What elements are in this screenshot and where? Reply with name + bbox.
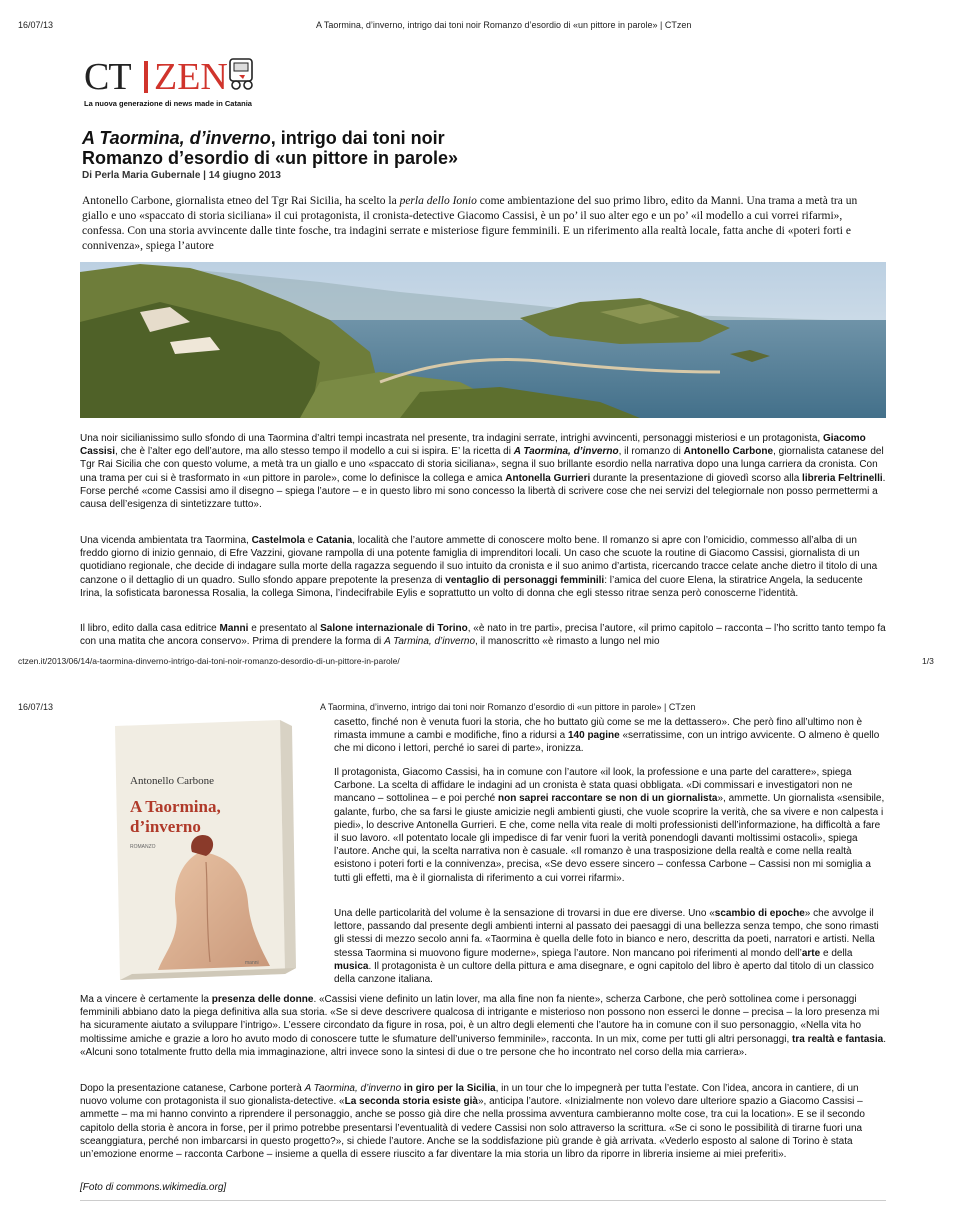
book-cover-image [80, 712, 318, 982]
logo-zen: ZEN [154, 56, 228, 98]
paragraph-2: Una vicenda ambientata tra Taormina, Castelmola e Catania, località che l’autore ammette di conoscere molto bene. Il romanzo si apre con l’omicidio, commesso all’alba di un freddo giorno di inizio gennaio, di Efre Vazzini, giovane rampolla di una potente famiglia di imprenditori locali. Un caso che scuote la routine di Giacomo Cassisi, giornalista di un quotidiano regionale, che decide di indagare sulla morte della ragazza seguendo il suo intuito da cronista e il suo animo d’artista, ricercando tracce celate anche dietro il titolo di una canzone o il dettaglio di un quadro. Sullo sfondo appare prepotente la presenza di ventaglio di personaggi femminili: l’amica del cuore Elena, la stiratrice Angela, la seducente Irina, la sofisticata baronessa Rosalia, la collega Simona, l’indecifrabile Eylis e soprattutto un volto di donna che egli stesso ritrae senza però conoscerne l’identità. [80, 535, 878, 599]
paragraph-5: Il protagonista, Giacomo Cassisi, ha in comune con l’autore «il look, la professione e una parte del carattere», spiega Carbone. La scelta di affidare le indagini ad un cronista è stata quasi obbligata. «Di commissari e investigatori non ne mancano – sottolinea – e poi perché non saprei raccontare se non di un giornalista», ammette. Un giornalista «sensibile, galante, furbo, che sa farsi le giuste amicizie negli ambienti giusti, che vuole scoprire la verità, che sa vivere e non calpesta i piedi», lo descrive Antonella Gurrieri. E che, come nella vita reale di molti professionisti dell’informazione, ha difficoltà a fare il suo lavoro. «Il potentato locale gli impedisce di far venir fuori la verità ponendogli davanti moltissimi ostacoli», spiega l’autore. Anche qui, la scelta narrativa non è casuale. «Il romanzo è una trasposizione della realtà e come nella realtà esistono i poteri forti e la connivenza», precisa, «Se devo essere sincero – confessa Carbone – Cassisi non mi somiglia a tutti gli effetti, ma è il giornalista di riferimento a cui vorrei rifarmi». [334, 767, 885, 884]
paragraph-8: Dopo la presentazione catanese, Carbone porterà A Taormina, d’inverno in giro per la Sicilia, in un tour che lo impegnerà per tutta l’estate. Con l’idea, ancora in cantiere, di un nuovo volume con protagonista il suo gionalista-detective. «La seconda storia esiste già», anticipa l’autore. «Inizialmente non volevo dare ulteriore spazio a Giacomo Cassisi – ammette – ma mi hanno convinto a riprendere il personaggio, anche se posso già dire che nella prossima avventura cambieranno molte cose, tra cui la location». E se il secondo capitolo della storia è ancora in forse, per il primo potrebbe presentarsi l’eventualità di vedere Cassisi non solo attraverso la scrittura. «Se ci sono le possibilità di tirarne fuori una sceanggiatura, perché non imbarcarsi in questo progetto?», si chiede l’autore. Anche se la soddisfazione più grande è già arrivata. «Vederlo esposto al salone di Torino è stata un’emozione enorme – racconta Carbone – insieme a quella di essere riuscito a far diventare la mia storia un libro da riporre in libreria insieme ai miei preferiti». [80, 1083, 865, 1161]
paragraph-7: Ma a vincere è certamente la presenza delle donne. «Cassisi viene definito un latin lover, ma alla fine non fa niente», scherza Carbone, che però sottolinea come i personaggi femminili abbiano dato la piega definitiva alla sua storia. «Se si deve descrivere qualcosa di intrigante e misterioso non possono non esserci le donne – precisa – la loro presenza mi ha sicuramente aiutato a sviluppare l’intrigo». L’essere circondato da figure in rosa, poi, è un altro degli elementi che l’autore ha in comune con il suo personaggio, «Nella vita ho moltissime amiche e grazie a loro ho avuto modo di conoscere tutte le sfumature dell’universo femminile», racconta. In un mix, come per tutti gli altri personaggi, tra realtà e fantasia. «Alcuni sono totalmente frutto della mia immaginazione, altri invece sono la sintesi di due o tre persone che ho incontrato nel corso della mia carriera». [80, 994, 886, 1058]
cover-title-1: A Taormina, [130, 797, 221, 816]
paragraph-4: casetto, finché non è venuta fuori la storia, che ho buttato giù come se me la dettassero». Che però fino all’ultimo non è rimasta immune a cambi e modifiche, fino a ridursi a 140 pagine «serratissime, con un intrigo avvicente. O almeno è quello che mi dicono i lettori, perché io sarei di parte», ironizza. [334, 717, 880, 755]
photo-credit: [Foto di commons.wikimedia.org] [80, 1182, 227, 1193]
ctzen-logo[interactable] [82, 55, 262, 110]
page-url[interactable]: ctzen.it/2013/06/14/a-taormina-dinverno-intrigo-dai-toni-noir-romanzo-desordio-di-un-pittore-in-parole/ [18, 656, 400, 666]
cover-genre: ROMANZO [130, 844, 156, 850]
taormina-bay-photo [80, 262, 886, 418]
page-number: 1/3 [922, 656, 934, 666]
article-intro: Antonello Carbone, giornalista etneo del Tgr Rai Sicilia, ha scelto la perla dello Ionio come ambientazione del suo primo libro, edito da Manni. Una trama a metà tra un giallo e uno «spaccato di storia siciliana» il cui protagonista, il cronista-detective Giacomo Cassisi, è un po’ il suo alter ego e un po’ «il modello a cui vorrei rifarmi», confessa. Con una storia avvincente dalle tinte fosche, tra indagini serrate e misteriose figure femminili. E un riferimento alla realtà locale, fatta anche di «poteri forti e connivenza», spiega l’autore [82, 195, 858, 252]
paragraph-3: Il libro, edito dalla casa editrice Manni e presentato al Salone internazionale di Torino, «è nato in tre parti», precisa l’autore, «il primo capitolo – racconta – l’ho scritto tanto tempo fa con una matita che ancora conservo». Prima di prendere la forma di A Tarmina, d’inverno, il manoscritto «è rimasto a lungo nel mio [80, 623, 886, 648]
logo-tagline: La nuova generazione di news made in Catania [84, 99, 252, 108]
print-date-2: 16/07/13 [18, 702, 54, 712]
byline: Di Perla Maria Gubernale | 14 giugno 2013 [82, 170, 281, 181]
divider [80, 1200, 886, 1201]
car-icon [227, 55, 257, 95]
cover-author: Antonello Carbone [130, 775, 215, 787]
title-line2: Romanzo d’esordio di «un pittore in parole» [82, 148, 459, 168]
print-title-2: A Taormina, d’inverno, intrigo dai toni noir Romanzo d’esordio di «un pittore in parole» | CTzen [320, 702, 696, 712]
cover-publisher: manni [245, 960, 259, 966]
cover-title-2: d’inverno [130, 817, 201, 836]
paragraph-1: Una noir sicilianissimo sullo sfondo di una Taormina d’altri tempi incastrata nel presente, tra indagini serrate, intrighi avvincenti, personaggi misteriosi e un protagonista, Giacomo Cassisi, che è l’alter ego dell’autore, ma allo stesso tempo il modello a cui si ispira. E’ la ricetta di A Taormina, d’inverno, il romanzo di Antonello Carbone, giornalista catanese del Tgr Rai Sicilia che con questo volume, a metà tra un giallo e uno «spaccato di storia siciliana», segna il suo brillante esordio nella narrativa dopo una lunga carriera da cronista. Con una trama per cui si è trasformato in «un pittore in parole», come lo definisce la collega e amica Antonella Gurrieri durante la presentazione di giovedì scorso alla libreria Feltrinelli. Forse perché «come Cassisi amo il disegno – spiega l’autore – e in questo libro mi sono concesso la libertà di scrivere cose che nei servizi del telegiornale non posso permettermi a causa dell’esigenza di sintetizzare tutto». [80, 433, 886, 511]
logo-ct: CT [84, 56, 131, 98]
title-rest: , intrigo dai toni noir [270, 128, 445, 148]
print-date: 16/07/13 [18, 20, 54, 30]
print-title: A Taormina, d’inverno, intrigo dai toni noir Romanzo d’esordio di «un pittore in parole» | CTzen [316, 20, 692, 30]
logo-divider [144, 61, 148, 93]
paragraph-6: Una delle particolarità del volume è la sensazione di trovarsi in due ere diverse. Uno «scambio di epoche» che avvolge il lettore, passando dal presente degli ambienti interni al passato dei paesaggi di una bellezza senza tempo, che sono rimasti gli stessi di mezzo secolo anni fa. «Taormina è quella delle foto in bianco e nero, descritta da poeti, narratori e artisti. Nella stessa Taormina si muovono figure moderne», spiega l’autore. Non mancano poi riferimenti al mondo dell’arte e della musica. Il protagonista è un cultore della pittura e ama disegnare, e ogni capitolo del libro è aperto dal titolo di un classico della canzone italiana. [334, 908, 879, 986]
title-italic: A Taormina, d’inverno [82, 128, 271, 148]
article-title [82, 128, 458, 168]
